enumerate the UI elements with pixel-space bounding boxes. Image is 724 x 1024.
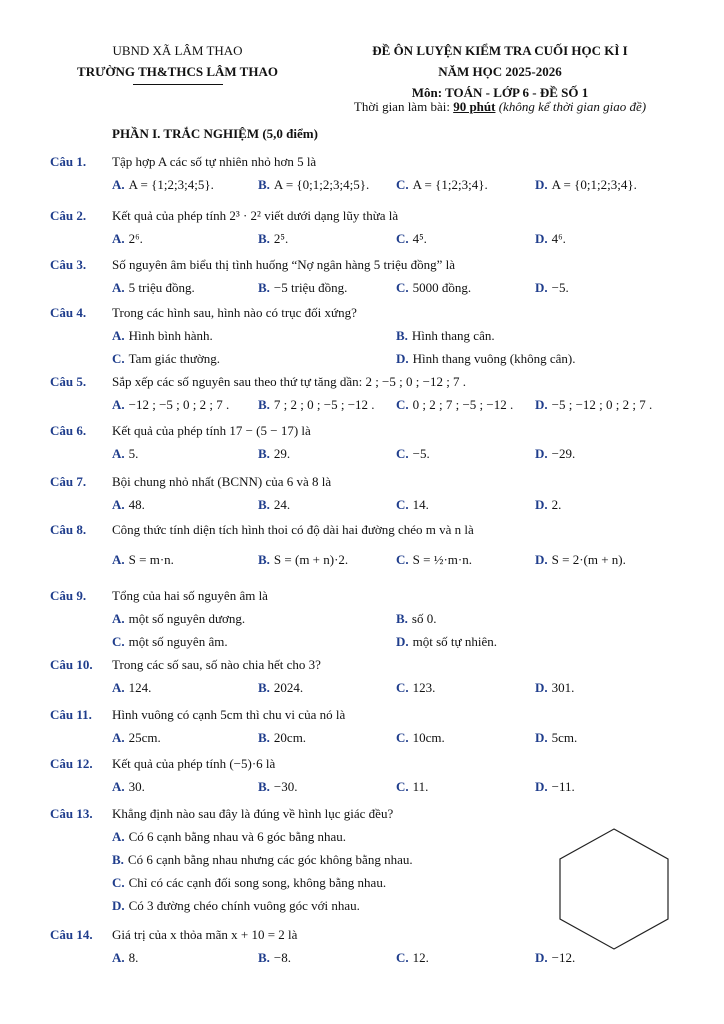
answer-option-b[interactable]: [396, 328, 495, 344]
answer-option-c[interactable]: [396, 779, 428, 795]
option-letter: C.: [396, 177, 409, 192]
option-text: Hình thang cân.: [411, 328, 495, 343]
question-number: Câu 2.: [50, 208, 87, 223]
answer-option-d[interactable]: [535, 950, 575, 966]
answer-option-a[interactable]: [112, 680, 151, 696]
question-stem: Bội chung nhỏ nhất (BCNN) của 6 và 8 là: [112, 474, 332, 489]
option-text: một số nguyên âm.: [128, 634, 228, 649]
option-text: một số nguyên dương.: [128, 611, 246, 626]
option-letter: D.: [112, 898, 125, 913]
question-stem: Kết quả của phép tính 2³ · 2² viết dưới dạng lũy thừa là: [112, 208, 399, 223]
option-text: 25cm.: [128, 730, 161, 745]
answer-option-a[interactable]: [112, 730, 161, 746]
answer-option-b[interactable]: [112, 852, 413, 868]
option-text: 5000 đồng.: [412, 280, 472, 295]
answer-option-b[interactable]: [258, 177, 369, 193]
answer-option-b[interactable]: [258, 280, 347, 296]
answer-option-b[interactable]: [258, 950, 291, 966]
answer-option-a[interactable]: [112, 950, 138, 966]
option-text: Có 6 cạnh bằng nhau và 6 góc bằng nhau.: [128, 829, 346, 844]
question-stem: Trong các số sau, số nào chia hết cho 3?: [112, 657, 321, 672]
option-letter: C.: [112, 351, 125, 366]
option-text: 4⁶.: [551, 231, 566, 246]
option-letter: A.: [112, 552, 125, 567]
option-letter: B.: [396, 611, 408, 626]
option-text: 124.: [128, 680, 152, 695]
answer-option-d[interactable]: [396, 634, 497, 650]
option-letter: D.: [535, 397, 548, 412]
option-text: −5 triệu đồng.: [273, 280, 348, 295]
answer-option-a[interactable]: [112, 446, 138, 462]
header-underline: [133, 84, 223, 85]
option-text: S = m·n.: [128, 552, 174, 567]
answer-option-d[interactable]: [535, 446, 575, 462]
option-text: 5cm.: [551, 730, 578, 745]
question-number: Câu 10.: [50, 657, 93, 672]
exam-title: ĐỀ ÔN LUYỆN KIỂM TRA CUỐI HỌC KÌ I: [372, 43, 628, 58]
answer-option-b[interactable]: [258, 397, 375, 413]
answer-option-d[interactable]: [535, 730, 577, 746]
question-stem: Công thức tính diện tích hình thoi có độ dài hai đường chéo m và n là: [112, 522, 474, 537]
option-letter: A.: [112, 779, 125, 794]
question-stem: Kết quả của phép tính (−5)·6 là: [112, 756, 276, 771]
option-letter: D.: [535, 497, 548, 512]
question-number: Câu 9.: [50, 588, 87, 603]
option-text: −12.: [551, 950, 576, 965]
answer-option-b[interactable]: [258, 446, 290, 462]
option-text: 5.: [128, 446, 139, 461]
answer-option-c[interactable]: [396, 730, 445, 746]
option-text: A = {1;2;3;4;5}.: [128, 177, 214, 192]
option-letter: B.: [258, 446, 270, 461]
option-letter: A.: [112, 829, 125, 844]
option-letter: D.: [535, 680, 548, 695]
option-text: 29.: [273, 446, 291, 461]
answer-option-d[interactable]: [535, 177, 637, 193]
option-text: S = (m + n)·2.: [273, 552, 349, 567]
answer-option-b[interactable]: [258, 730, 306, 746]
option-letter: C.: [396, 280, 409, 295]
time-label: Thời gian làm bài:: [353, 99, 454, 114]
answer-option-b[interactable]: [396, 611, 436, 627]
answer-option-a[interactable]: [112, 829, 346, 845]
option-text: −29.: [551, 446, 576, 461]
option-text: Hình thang vuông (không cân).: [412, 351, 576, 366]
option-letter: A.: [112, 497, 125, 512]
answer-option-c[interactable]: [396, 680, 435, 696]
answer-option-a[interactable]: [112, 552, 174, 568]
option-text: 2.: [551, 497, 562, 512]
answer-option-d[interactable]: [535, 779, 575, 795]
option-letter: B.: [258, 177, 270, 192]
answer-option-c[interactable]: [112, 351, 220, 367]
option-letter: C.: [112, 634, 125, 649]
option-letter: A.: [112, 280, 125, 295]
option-letter: C.: [396, 552, 409, 567]
option-letter: A.: [112, 950, 125, 965]
question-number: Câu 13.: [50, 806, 93, 821]
question-number: Câu 7.: [50, 474, 87, 489]
option-letter: C.: [396, 730, 409, 745]
option-text: Hình bình hành.: [128, 328, 213, 343]
answer-option-c[interactable]: [396, 497, 429, 513]
answer-option-a[interactable]: [112, 280, 195, 296]
time-note: (không kể thời gian giao đề): [495, 99, 647, 114]
option-text: Chỉ có các cạnh đối song song, không bằng nhau.: [128, 875, 387, 890]
option-text: A = {0;1;2;3;4}.: [551, 177, 637, 192]
option-text: A = {0;1;2;3;4;5}.: [273, 177, 370, 192]
option-letter: C.: [396, 950, 409, 965]
answer-option-c[interactable]: [396, 280, 471, 296]
answer-option-d[interactable]: [535, 397, 652, 413]
option-letter: D.: [535, 730, 548, 745]
option-letter: C.: [396, 231, 409, 246]
option-letter: C.: [396, 680, 409, 695]
question-stem: Hình vuông có cạnh 5cm thì chu vi của nó là: [112, 707, 346, 722]
option-letter: A.: [112, 611, 125, 626]
option-letter: D.: [535, 552, 548, 567]
option-text: 7 ; 2 ; 0 ; −5 ; −12 .: [273, 397, 375, 412]
answer-option-d[interactable]: [535, 280, 569, 296]
option-text: 2024.: [273, 680, 304, 695]
question-number: Câu 12.: [50, 756, 93, 771]
question-number: Câu 6.: [50, 423, 87, 438]
answer-option-c[interactable]: [396, 950, 429, 966]
option-text: 11.: [412, 779, 429, 794]
question-number: Câu 14.: [50, 927, 93, 942]
school-year: NĂM HỌC 2025-2026: [438, 64, 562, 79]
section-title: PHẦN I. TRẮC NGHIỆM (5,0 điểm): [112, 126, 318, 141]
question-number: Câu 3.: [50, 257, 87, 272]
answer-option-c[interactable]: [396, 552, 472, 568]
option-text: −5.: [412, 446, 430, 461]
option-letter: C.: [396, 497, 409, 512]
option-text: −8.: [273, 950, 292, 965]
answer-option-d[interactable]: [396, 351, 575, 367]
option-letter: B.: [258, 280, 270, 295]
answer-option-b[interactable]: [258, 231, 288, 247]
answer-option-d[interactable]: [535, 552, 626, 568]
question-stem: Số nguyên âm biểu thị tình huống “Nợ ngân hàng 5 triệu đồng” là: [112, 257, 456, 272]
option-letter: A.: [112, 177, 125, 192]
option-letter: B.: [258, 680, 270, 695]
option-text: 8.: [128, 950, 139, 965]
option-text: Có 3 đường chéo chính vuông góc với nhau.: [128, 898, 360, 913]
option-letter: D.: [535, 280, 548, 295]
answer-option-b[interactable]: [258, 680, 303, 696]
answer-option-a[interactable]: [112, 497, 145, 513]
option-text: 24.: [273, 497, 291, 512]
option-text: Có 6 cạnh bằng nhau nhưng các góc không bằng nhau.: [127, 852, 413, 867]
question-stem: Khẳng định nào sau đây là đúng về hình lục giác đều?: [112, 806, 394, 821]
option-letter: B.: [258, 730, 270, 745]
answer-option-c[interactable]: [112, 634, 228, 650]
option-text: S = 2·(m + n).: [551, 552, 626, 567]
option-text: 12.: [412, 950, 429, 965]
hexagon-figure: [556, 826, 672, 952]
option-text: 14.: [412, 497, 429, 512]
option-text: A = {1;2;3;4}.: [412, 177, 488, 192]
option-text: 5 triệu đồng.: [128, 280, 195, 295]
option-text: 2⁶.: [128, 231, 143, 246]
option-text: 10cm.: [412, 730, 445, 745]
option-letter: A.: [112, 446, 125, 461]
option-letter: B.: [396, 328, 408, 343]
answer-option-c[interactable]: [396, 397, 513, 413]
question-stem: Tập hợp A các số tự nhiên nhỏ hơn 5 là: [112, 154, 317, 169]
option-letter: C.: [396, 779, 409, 794]
option-text: một số tự nhiên.: [412, 634, 497, 649]
question-stem: Kết quả của phép tính 17 − (5 − 17) là: [112, 423, 311, 438]
option-letter: D.: [535, 446, 548, 461]
option-letter: D.: [535, 779, 548, 794]
option-text: Tam giác thường.: [128, 351, 220, 366]
option-letter: A.: [112, 328, 125, 343]
option-text: −5 ; −12 ; 0 ; 2 ; 7 .: [551, 397, 653, 412]
option-letter: A.: [112, 730, 125, 745]
answer-option-d[interactable]: [535, 497, 561, 513]
header-left: [50, 40, 305, 85]
answer-option-b[interactable]: [258, 779, 298, 795]
option-text: S = ½·m·n.: [412, 552, 472, 567]
answer-option-c[interactable]: [396, 231, 427, 247]
question-number: Câu 4.: [50, 305, 87, 320]
answer-option-a[interactable]: [112, 779, 145, 795]
exam-time: [300, 99, 700, 115]
answer-option-a[interactable]: [112, 611, 245, 627]
authority-name: UBND XÃ LÂM THAO: [112, 43, 243, 58]
option-letter: D.: [535, 231, 548, 246]
option-text: −5.: [551, 280, 569, 295]
answer-option-d[interactable]: [535, 680, 574, 696]
answer-option-c[interactable]: [112, 875, 386, 891]
option-letter: B.: [112, 852, 124, 867]
option-text: 20cm.: [273, 730, 307, 745]
question-number: Câu 11.: [50, 707, 92, 722]
exam-subject: Môn: TOÁN - LỚP 6 - ĐỀ SỐ 1: [411, 85, 589, 100]
school-name: TRƯỜNG TH&THCS LÂM THAO: [77, 64, 278, 79]
option-letter: C.: [112, 875, 125, 890]
option-letter: A.: [112, 231, 125, 246]
option-letter: D.: [396, 634, 409, 649]
answer-option-d[interactable]: [535, 231, 566, 247]
answer-option-a[interactable]: [112, 397, 229, 413]
question-stem: Giá trị của x thỏa mãn x + 10 = 2 là: [112, 927, 298, 942]
question-number: Câu 8.: [50, 522, 87, 537]
option-text: 0 ; 2 ; 7 ; −5 ; −12 .: [412, 397, 514, 412]
option-letter: A.: [112, 680, 125, 695]
option-letter: D.: [396, 351, 409, 366]
time-value: 90 phút: [453, 99, 496, 114]
answer-option-c[interactable]: [396, 446, 430, 462]
option-letter: D.: [535, 950, 548, 965]
option-letter: B.: [258, 497, 270, 512]
question-number: Câu 5.: [50, 374, 87, 389]
header-right: [320, 40, 680, 103]
option-letter: C.: [396, 397, 409, 412]
answer-option-a[interactable]: [112, 328, 213, 344]
answer-option-b[interactable]: [258, 552, 348, 568]
option-text: −11.: [551, 779, 575, 794]
option-letter: B.: [258, 950, 270, 965]
answer-option-d[interactable]: [112, 898, 360, 914]
answer-option-b[interactable]: [258, 497, 290, 513]
option-text: 30.: [128, 779, 145, 794]
question-stem: Sắp xếp các số nguyên sau theo thứ tự tăng dần: 2 ; −5 ; 0 ; −12 ; 7 .: [112, 374, 467, 389]
option-letter: B.: [258, 397, 270, 412]
question-stem: Trong các hình sau, hình nào có trục đối xứng?: [112, 305, 357, 320]
option-letter: C.: [396, 446, 409, 461]
option-text: 48.: [128, 497, 145, 512]
question-stem: Tổng của hai số nguyên âm là: [112, 588, 268, 603]
option-text: 123.: [412, 680, 436, 695]
option-letter: D.: [535, 177, 548, 192]
option-text: −30.: [273, 779, 298, 794]
option-text: 2⁵.: [273, 231, 289, 246]
option-text: −12 ; −5 ; 0 ; 2 ; 7 .: [128, 397, 230, 412]
option-text: 4⁵.: [412, 231, 427, 246]
option-letter: B.: [258, 231, 270, 246]
option-text: 301.: [551, 680, 575, 695]
answer-option-a[interactable]: [112, 177, 214, 193]
option-letter: B.: [258, 552, 270, 567]
question-number: Câu 1.: [50, 154, 87, 169]
answer-option-a[interactable]: [112, 231, 143, 247]
option-letter: A.: [112, 397, 125, 412]
option-text: số 0.: [411, 611, 437, 626]
answer-option-c[interactable]: [396, 177, 488, 193]
option-letter: B.: [258, 779, 270, 794]
